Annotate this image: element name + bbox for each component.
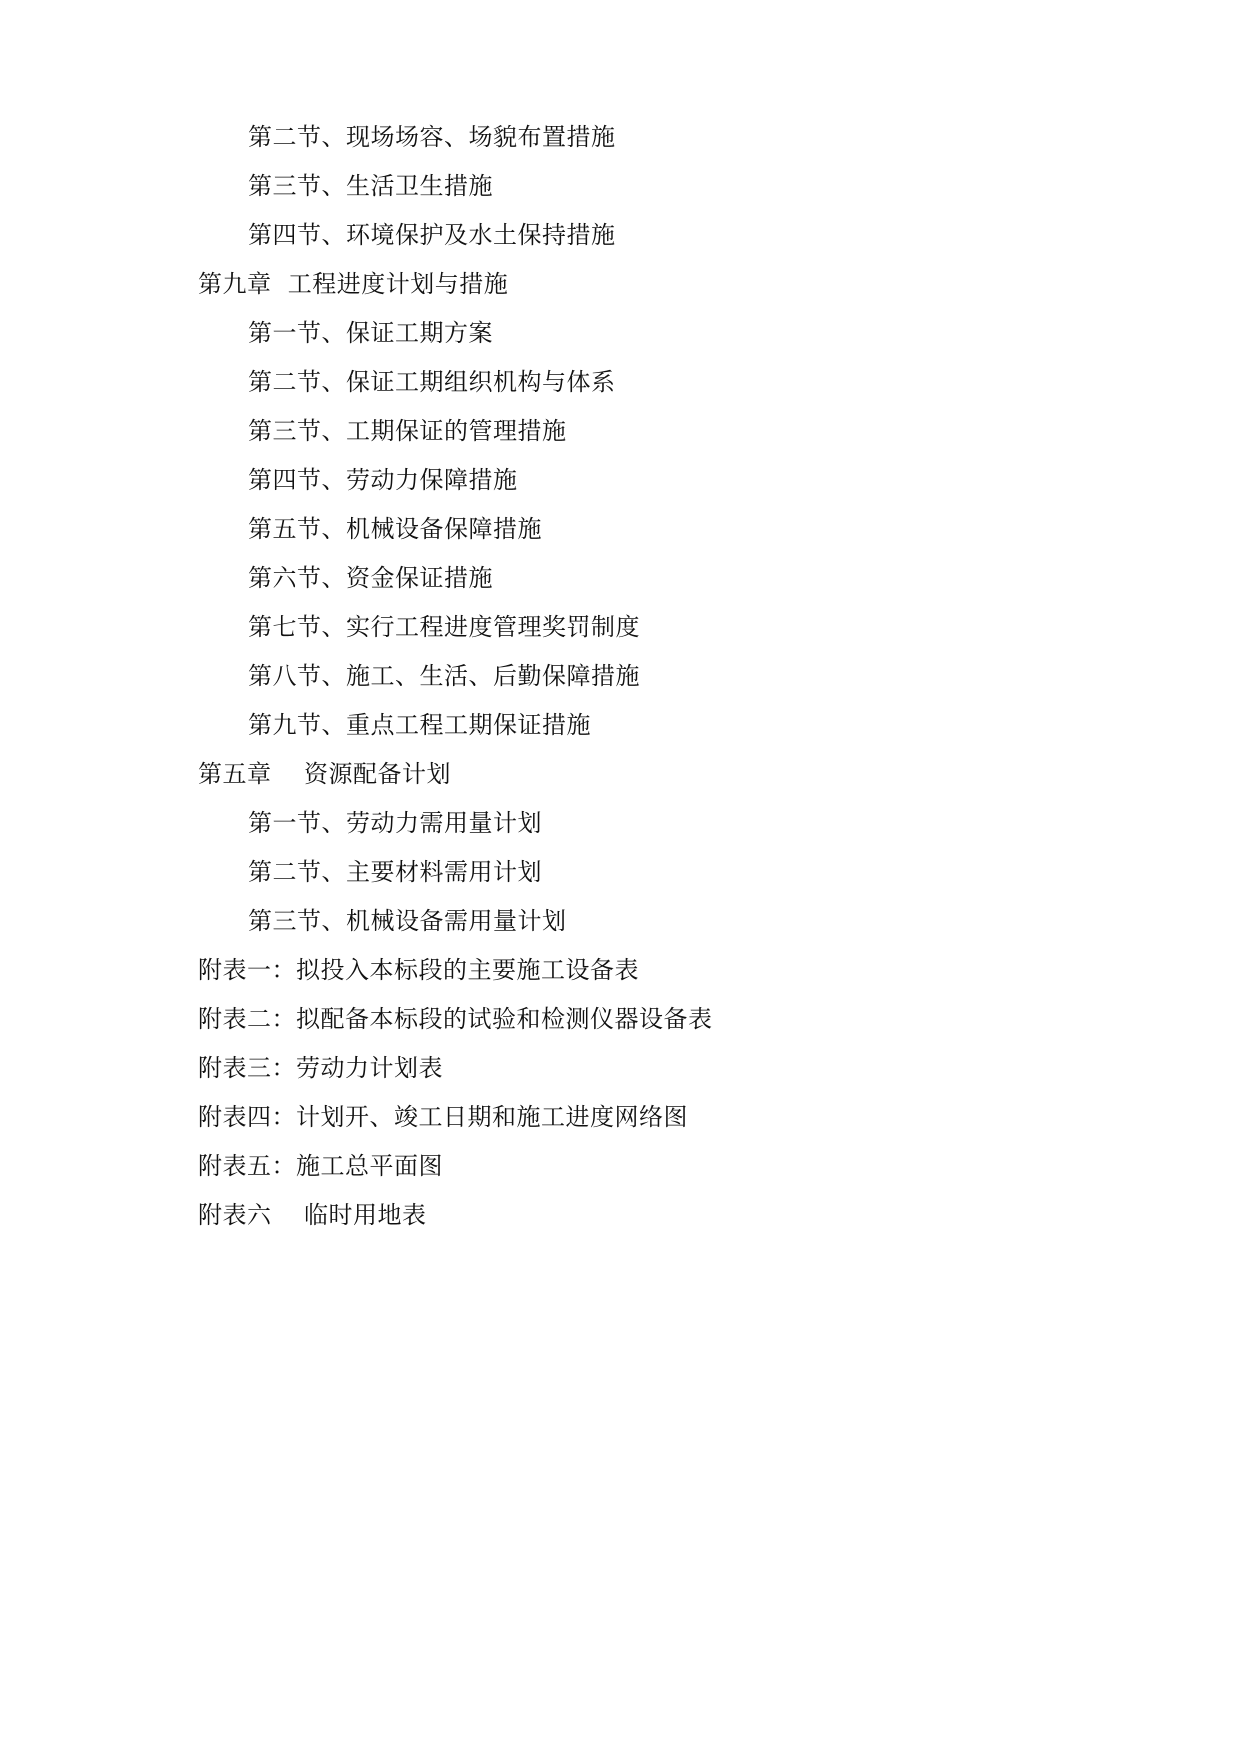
toc-section-entry: 第四节、劳动力保障措施 xyxy=(248,466,518,494)
toc-section-entry: 第二节、保证工期组织机构与体系 xyxy=(248,368,616,396)
toc-section-entry: 第一节、保证工期方案 xyxy=(248,319,493,347)
toc-appendix-entry: 附表一：拟投入本标段的主要施工设备表 xyxy=(198,956,639,984)
toc-section-entry: 第八节、施工、生活、后勤保障措施 xyxy=(248,662,640,690)
toc-section-entry: 第三节、工期保证的管理措施 xyxy=(248,417,567,445)
toc-section-entry: 第三节、生活卫生措施 xyxy=(248,172,493,200)
toc-appendix-entry: 附表五：施工总平面图 xyxy=(198,1152,443,1180)
toc-appendix-entry: 附表二：拟配备本标段的试验和检测仪器设备表 xyxy=(198,1005,713,1033)
toc-section-entry: 第四节、环境保护及水土保持措施 xyxy=(248,221,616,249)
toc-section-entry: 第三节、机械设备需用量计划 xyxy=(248,907,567,935)
toc-section-entry: 第五节、机械设备保障措施 xyxy=(248,515,542,543)
toc-section-entry: 第二节、主要材料需用计划 xyxy=(248,858,542,886)
toc-chapter-entry: 第九章 工程进度计划与措施 xyxy=(198,270,509,298)
toc-section-entry: 第二节、现场场容、场貌布置措施 xyxy=(248,123,616,151)
toc-chapter-entry: 第五章 资源配备计划 xyxy=(198,760,452,788)
toc-section-entry: 第一节、劳动力需用量计划 xyxy=(248,809,542,837)
toc-section-entry: 第七节、实行工程进度管理奖罚制度 xyxy=(248,613,640,641)
table-of-contents xyxy=(198,113,1098,1240)
toc-appendix-entry: 附表四：计划开、竣工日期和施工进度网络图 xyxy=(198,1103,688,1131)
toc-appendix-entry: 附表三：劳动力计划表 xyxy=(198,1054,443,1082)
toc-section-entry: 第九节、重点工程工期保证措施 xyxy=(248,711,591,739)
toc-appendix-entry: 附表六 临时用地表 xyxy=(198,1201,427,1229)
toc-section-entry: 第六节、资金保证措施 xyxy=(248,564,493,592)
